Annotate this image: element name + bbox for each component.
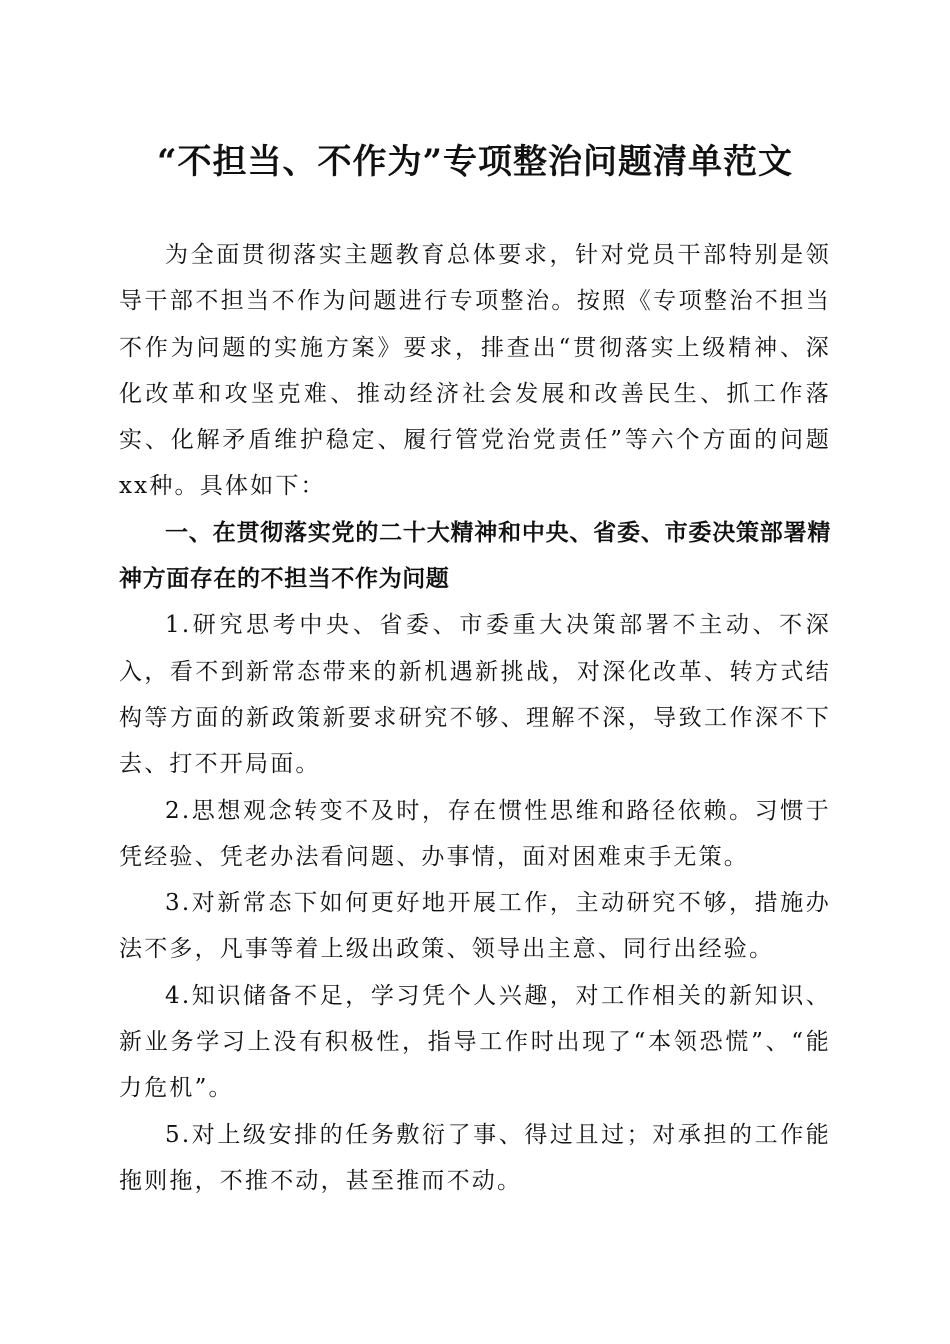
list-item: 5.对上级安排的任务敷衍了事、得过且过；对承担的工作能拖则拖，不推不动，甚至推而不动。 bbox=[119, 1121, 831, 1194]
document-title: “不担当、不作为”专项整治问题清单范文 bbox=[156, 142, 794, 182]
document-body bbox=[119, 232, 831, 1204]
section-heading: 一、在贯彻落实党的二十大精神和中央、省委、市委决策部署精神方面存在的不担当不作为问题 bbox=[119, 519, 831, 593]
list-item: 2.思想观念转变不及时，存在惯性思维和路径依赖。习惯于凭经验、凭老办法看问题、办事情，面对困难束手无策。 bbox=[119, 797, 831, 870]
list-item: 3.对新常态下如何更好地开展工作，主动研究不够，措施办法不多，凡事等着上级出政策、领导出主意、同行出经验。 bbox=[119, 890, 831, 963]
list-item: 1.研究思考中央、省委、市委重大决策部署不主动、不深入，看不到新常态带来的新机遇新挑战，对深化改革、转方式结构等方面的新政策新要求研究不够、理解不深，导致工作深不下去、打不开局面。 bbox=[119, 612, 831, 778]
intro-paragraph: 为全面贯彻落实主题教育总体要求，针对党员干部特别是领导干部不担当不作为问题进行专项整治。按照《专项整治不担当不作为问题的实施方案》要求，排查出“贯彻落实上级精神、深化改革和攻坚克难、推动经济社会发展和改善民生、抓工作落实、化解矛盾维护稳定、履行管党治党责任”等六个方面的问题xx种。具体如下： bbox=[119, 242, 831, 500]
list-item: 4.知识储备不足，学习凭个人兴趣，对工作相关的新知识、新业务学习上没有积极性，指导工作时出现了“本领恐慌”、“能力危机”。 bbox=[119, 982, 831, 1102]
